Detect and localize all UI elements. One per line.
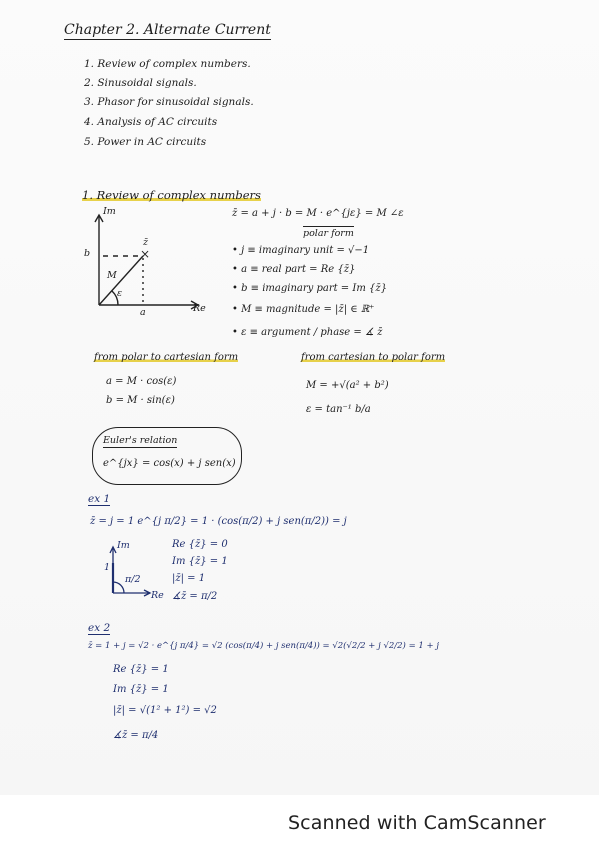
- cart-to-polar-m: M = +√(a² + b²): [306, 380, 389, 391]
- ex1-im-label: Im: [117, 540, 130, 551]
- diagram-m-label: M: [107, 270, 117, 281]
- ex1-one-label: 1: [104, 562, 111, 573]
- diagram-b-label: b: [84, 248, 91, 259]
- diagram-angle-label: ε: [117, 288, 123, 299]
- polar-to-cart-b: b = M · sin(ε): [106, 395, 175, 406]
- ex2-result-im: Im {z̄} = 1: [113, 684, 169, 695]
- euler-title: Euler's relation: [103, 435, 178, 446]
- example-1-label: ex 1: [88, 493, 111, 505]
- scanner-watermark: Scanned with CamScanner: [288, 812, 546, 834]
- definition-b: • b ≡ imaginary part = Im {z̄}: [232, 283, 387, 294]
- ex2-result-re: Re {z̄} = 1: [113, 664, 169, 675]
- ex1-angle-label: π/2: [125, 574, 141, 585]
- diagram-re-label: Re: [193, 303, 206, 314]
- toc-item-5: 5. Power in AC circuits: [84, 136, 207, 148]
- example-1-equation: z̄ = j = 1 e^{j π/2} = 1 · (cos(π/2) + j sen(π/2)) = j: [90, 516, 347, 527]
- cart-to-polar-epsilon: ε = tan⁻¹ b/a: [306, 404, 371, 415]
- diagram-a-label: a: [140, 307, 146, 318]
- ex1-result-arg: ∡z̄ = π/2: [172, 591, 218, 602]
- ex2-result-mag: |z̄| = √(1² + 1²) = √2: [113, 705, 217, 716]
- polar-form-equation: z̄ = a + j · b = M · e^{jε} = M ∠ε: [232, 208, 404, 219]
- example-2-label: ex 2: [88, 622, 111, 634]
- polar-to-cart-a: a = M · cos(ε): [106, 376, 177, 387]
- section-1-heading: 1. Review of complex numbers: [82, 188, 261, 202]
- toc-item-3: 3. Phasor for sinusoidal signals.: [84, 96, 254, 108]
- ex1-result-re: Re {z̄} = 0: [172, 539, 228, 550]
- definition-epsilon: • ε ≡ argument / phase = ∡ z̄: [232, 327, 383, 338]
- diagram-im-label: Im: [103, 206, 116, 217]
- definition-a: • a ≡ real part = Re {z̄}: [232, 264, 356, 275]
- ex1-result-im: Im {z̄} = 1: [172, 556, 228, 567]
- definition-j: • j ≡ imaginary unit = √−1: [232, 245, 370, 256]
- definition-m: • M ≡ magnitude = |z̄| ∈ ℝ⁺: [232, 304, 375, 315]
- svg-text:×: ×: [140, 247, 151, 261]
- diagram-z-label: z̄: [143, 237, 149, 248]
- page-title: Chapter 2. Alternate Current: [64, 22, 271, 38]
- ex1-re-label: Re: [151, 590, 164, 601]
- toc-item-1: 1. Review of complex numbers.: [84, 58, 251, 70]
- toc-item-2: 2. Sinusoidal signals.: [84, 77, 197, 89]
- ex1-result-mag: |z̄| = 1: [172, 573, 206, 584]
- ex1-angle-arc: [113, 582, 124, 593]
- example-2-equation: z̄ = 1 + j = √2 · e^{j π/4} = √2 (cos(π/4) + j sen(π/4)) = √2(√2/2 + j √2/2) = 1 + j: [88, 641, 439, 651]
- euler-equation: e^{jx} = cos(x) + j sen(x): [103, 458, 236, 469]
- polar-form-caption: polar form: [303, 228, 354, 239]
- ex2-result-arg: ∡z̄ = π/4: [113, 730, 159, 741]
- toc-item-4: 4. Analysis of AC circuits: [84, 116, 218, 128]
- cart-to-polar-heading: from cartesian to polar form: [301, 352, 446, 363]
- polar-to-cart-heading: from polar to cartesian form: [94, 352, 239, 363]
